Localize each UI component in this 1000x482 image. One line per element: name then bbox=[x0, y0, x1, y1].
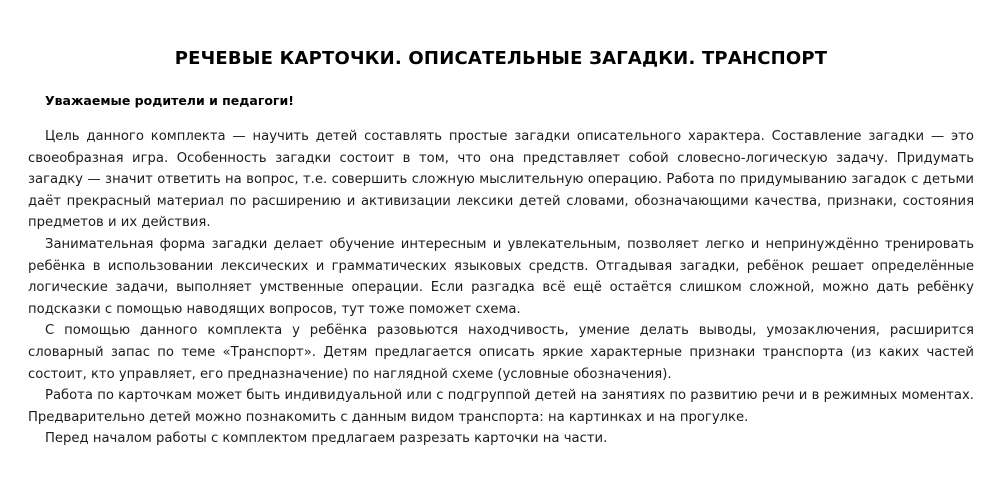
paragraph: Работа по карточкам может быть индивидуальной или с подгруппой детей на занятиях по развитию речи и в режимных моментах. Предварительно детей можно познакомить с данным видом транспорта: на картинках и на прогулке. bbox=[28, 388, 974, 425]
paragraph: Цель данного комплекта — научить детей составлять простые загадки описательного характера. Составление загадки — это своеобразная игра. Особенность загадки состоит в том, что она представляет собой словесно-логическую задачу. Придумать загадку — значит ответить на вопрос, т.е. совершить сложную мыслительную операцию. Работа по придумыванию загадок с детьми даёт прекрасный материал по расширению и активизации лексики детей словами, обозначающими качества, признаки, состояния предметов и их действия. bbox=[28, 129, 974, 231]
paragraph: С помощью данного комплекта у ребёнка разовьются находчивость, умение делать выводы, умозаключения, расширится словарный запас по теме «Транспорт». Детям предлагается описать яркие характерные признаки транспорта (из каких частей состоит, кто управляет, его предназначение) по наглядной схеме (условные обозначения). bbox=[28, 323, 974, 382]
document-title: РЕЧЕВЫЕ КАРТОЧКИ. ОПИСАТЕЛЬНЫЕ ЗАГАДКИ. ТРАНСПОРТ bbox=[174, 48, 828, 69]
paragraph: Перед началом работы с комплектом предлагаем разрезать карточки на части. bbox=[45, 431, 608, 447]
document-body bbox=[28, 126, 974, 450]
paragraph: Занимательная форма загадки делает обучение интересным и увлекательным, позволяет легко и непринуждённо тренировать ребёнка в использовании лексических и грамматических языковых средств. Отгадывая загадки, ребёнок решает определённые логические задачи, выполняет умственные операции. Если разгадка всё ещё остаётся слишком сложной, можно дать ребёнку подсказки с помощью наводящих вопросов, тут тоже поможет схема. bbox=[28, 236, 974, 317]
greeting-heading: Уважаемые родители и педагоги! bbox=[45, 93, 294, 108]
